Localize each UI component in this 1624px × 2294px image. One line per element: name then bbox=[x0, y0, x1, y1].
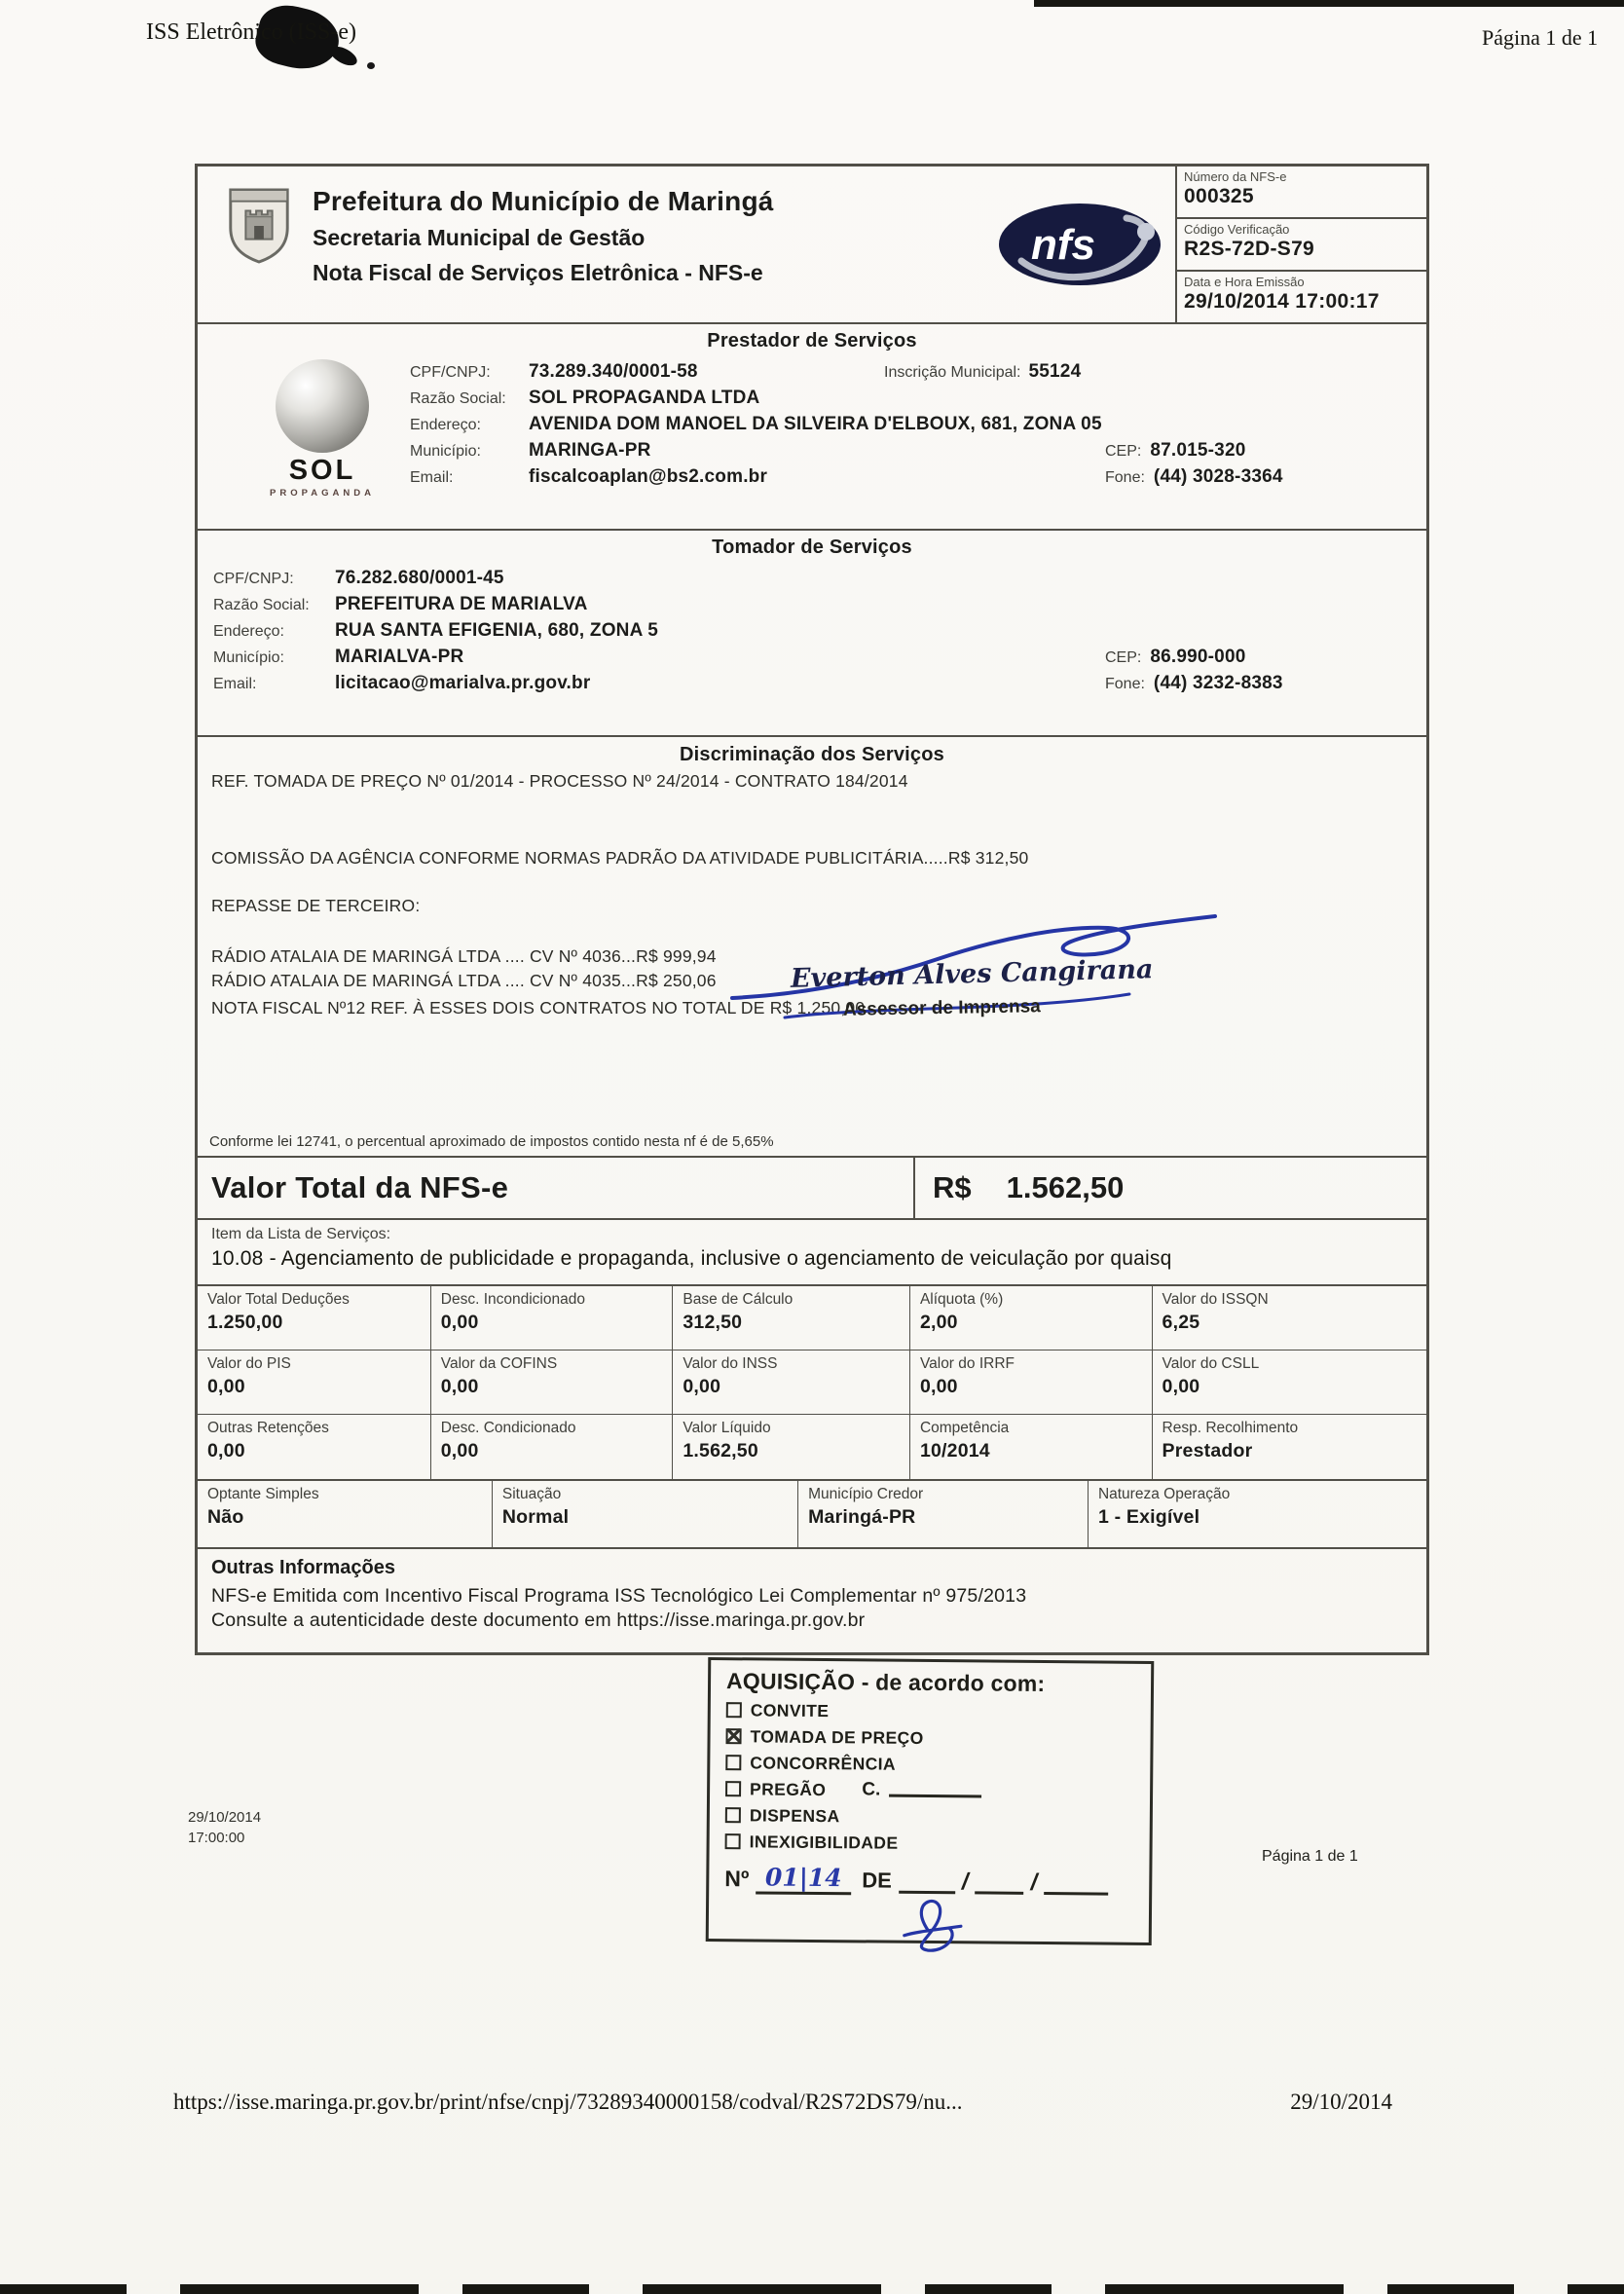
print-footer-page-number: Página 1 de 1 bbox=[1262, 1848, 1358, 1865]
grid-cell-value: Não bbox=[207, 1506, 244, 1528]
grid-cell bbox=[1089, 1481, 1426, 1547]
service-description-line: COMISSÃO DA AGÊNCIA CONFORME NORMAS PADRÃO DA ATIVIDADE PUBLICITÁRIA.....R$ 312,50 bbox=[211, 848, 1029, 868]
sol-sphere-logo-icon bbox=[276, 359, 369, 453]
stamp-option-label: INEXIGIBILIDADE bbox=[749, 1831, 899, 1853]
stamp-option bbox=[725, 1831, 1138, 1856]
service-list-item-section bbox=[198, 1220, 1426, 1286]
stamp-option-label: CONCORRÊNCIA bbox=[750, 1752, 897, 1774]
emission-datetime-label: Data e Hora Emissão bbox=[1184, 275, 1305, 289]
grid-cell-value: 0,00 bbox=[1162, 1376, 1200, 1397]
stamp-option bbox=[725, 1752, 1138, 1777]
grid-cell bbox=[910, 1350, 1153, 1415]
grid-cell bbox=[1153, 1415, 1426, 1479]
grid-cell-label: Município Credor bbox=[808, 1486, 924, 1502]
provider-logo-subtext: PROPAGANDA bbox=[270, 488, 375, 499]
service-description-line: REPASSE DE TERCEIRO: bbox=[211, 896, 421, 915]
stamp-option-label: DISPENSA bbox=[749, 1804, 840, 1826]
emission-datetime-value: 29/10/2014 17:00:17 bbox=[1184, 290, 1380, 313]
grid-cell-value: 0,00 bbox=[440, 1376, 479, 1397]
stamp-option-label: PREGÃO bbox=[750, 1778, 827, 1799]
grid-cell-label: Valor do IRRF bbox=[919, 1355, 1015, 1372]
verification-code-label: Código Verificação bbox=[1184, 222, 1290, 237]
acquisition-stamp bbox=[706, 1657, 1155, 1945]
grid-cell-value: Prestador bbox=[1162, 1440, 1253, 1462]
print-footer-time: 17:00:00 bbox=[188, 1830, 245, 1846]
grid-cell-value: 2,00 bbox=[919, 1312, 958, 1333]
grid-cell-value: 0,00 bbox=[919, 1376, 958, 1397]
stamp-blank-line bbox=[975, 1880, 1023, 1894]
verification-code-value: R2S-72D-S79 bbox=[1184, 238, 1315, 260]
other-info-line: Consulte a autenticidade deste documento em https://isse.maringa.pr.gov.br bbox=[211, 1610, 866, 1631]
stamp-title: AQUISIÇÃO - de acordo com: bbox=[725, 1668, 1046, 1697]
signature-role: Assessor de Imprensa bbox=[842, 996, 1041, 1020]
stamp-option-label: CONVITE bbox=[750, 1699, 830, 1720]
stamp-number-label: Nº bbox=[724, 1866, 750, 1892]
field-label: Município: bbox=[213, 649, 284, 666]
field-label: Município: bbox=[410, 443, 481, 460]
field-pair-right bbox=[1105, 466, 1387, 488]
stamp-de-label: DE bbox=[862, 1868, 892, 1893]
other-info-title: Outras Informações bbox=[211, 1557, 395, 1578]
field-label: Fone: bbox=[1105, 469, 1145, 486]
service-taker-section bbox=[198, 531, 1426, 737]
provider-logo-text: SOL bbox=[288, 455, 356, 486]
field-value: 86.990-000 bbox=[1150, 647, 1246, 667]
provider-fields bbox=[410, 361, 1426, 493]
field-value: PREFEITURA DE MARIALVA bbox=[335, 594, 588, 614]
issuer-name: Prefeitura do Município de Maringá bbox=[313, 186, 774, 216]
ink-blob-artifact-tail bbox=[327, 43, 360, 69]
issuer-block bbox=[198, 166, 984, 322]
field-label: Fone: bbox=[1105, 676, 1145, 692]
service-description-line: NOTA FISCAL Nº12 REF. À ESSES DOIS CONTRATOS NO TOTAL DE R$ 1.250,00 bbox=[211, 998, 866, 1018]
total-currency: R$ bbox=[933, 1170, 972, 1204]
grid-cell-label: Outras Retenções bbox=[207, 1420, 329, 1436]
grid-cell-label: Desc. Condicionado bbox=[440, 1420, 576, 1436]
stamp-option bbox=[725, 1804, 1138, 1830]
field-value: (44) 3232-8383 bbox=[1153, 673, 1283, 693]
grid-cell bbox=[910, 1415, 1153, 1479]
field-value: MARIALVA-PR bbox=[335, 647, 464, 667]
grid-cell bbox=[198, 1286, 431, 1350]
grid-cell bbox=[1153, 1286, 1426, 1350]
field-label: CEP: bbox=[1105, 649, 1142, 666]
grid-cell-label: Competência bbox=[919, 1420, 1010, 1436]
checkbox-icon bbox=[726, 1728, 742, 1744]
signature-name: Everton Alves Cangirana bbox=[790, 954, 1154, 994]
grid-cell-label: Optante Simples bbox=[207, 1486, 319, 1502]
scan-edge-artifact-bottom bbox=[0, 2284, 1624, 2294]
stamp-number-row bbox=[724, 1861, 1137, 1896]
field-row bbox=[410, 361, 1387, 388]
print-footer-url: https://isse.maringa.pr.gov.br/print/nfse/cnpj/73289340000158/codval/R2S72DS79/nu... bbox=[173, 2090, 963, 2114]
checkbox-icon bbox=[725, 1807, 741, 1823]
grid-cell bbox=[798, 1481, 1089, 1547]
grid-cell bbox=[673, 1286, 910, 1350]
grid-cell-value: 10/2014 bbox=[919, 1440, 990, 1462]
grid-cell-label: Natureza Operação bbox=[1097, 1486, 1231, 1502]
grid-cell-value: Normal bbox=[501, 1506, 570, 1528]
provider-section-title: Prestador de Serviços bbox=[707, 330, 917, 352]
field-value: (44) 3028-3364 bbox=[1153, 466, 1283, 487]
print-footer-url-line bbox=[173, 2090, 1392, 2115]
field-row bbox=[213, 673, 1387, 699]
invoice-id-fields bbox=[1175, 166, 1426, 322]
grid-cell bbox=[431, 1350, 674, 1415]
grid-cell-label: Valor da COFINS bbox=[440, 1355, 558, 1372]
field-row bbox=[410, 414, 1387, 440]
grid-cell-label: Valor Líquido bbox=[683, 1420, 771, 1436]
grid-cell-value: 6,25 bbox=[1162, 1312, 1200, 1333]
grid-cell-value: 0,00 bbox=[440, 1312, 479, 1333]
status-values-row bbox=[198, 1481, 1426, 1549]
document-type-title: Nota Fiscal de Serviços Eletrônica - NFS-e bbox=[313, 260, 763, 285]
service-provider-section bbox=[198, 324, 1426, 531]
field-label: Email: bbox=[410, 469, 454, 486]
field-label: CEP: bbox=[1105, 443, 1142, 460]
nfs-e-logo bbox=[984, 166, 1175, 322]
grid-cell bbox=[673, 1415, 910, 1479]
stamp-blank-line bbox=[899, 1880, 955, 1895]
field-value: SOL PROPAGANDA LTDA bbox=[529, 388, 760, 408]
grid-cell-label: Valor Total Deduções bbox=[207, 1291, 350, 1308]
grid-cell-value: 0,00 bbox=[207, 1440, 245, 1462]
print-footer-date: 29/10/2014 bbox=[188, 1809, 262, 1826]
field-label: Razão Social: bbox=[213, 597, 310, 613]
field-label: CPF/CNPJ: bbox=[213, 571, 294, 587]
nfse-number-label: Número da NFS-e bbox=[1184, 169, 1287, 184]
grid-cell bbox=[431, 1286, 674, 1350]
other-info-section bbox=[198, 1549, 1426, 1652]
service-description-line: REF. TOMADA DE PREÇO Nº 01/2014 - PROCESSO Nº 24/2014 - CONTRATO 184/2014 bbox=[211, 771, 908, 791]
field-value: 55124 bbox=[1028, 361, 1082, 382]
taker-fields bbox=[213, 568, 1426, 699]
grid-cell-value: 1.562,50 bbox=[683, 1440, 758, 1462]
service-list-item-text: 10.08 - Agenciamento de publicidade e propaganda, inclusive o agenciamento de veiculação por quaisq bbox=[211, 1247, 1172, 1270]
grid-cell-value: 0,00 bbox=[440, 1440, 479, 1462]
stamp-option bbox=[725, 1725, 1138, 1751]
grid-cell bbox=[198, 1415, 431, 1479]
service-description-section bbox=[198, 737, 1426, 1158]
field-row bbox=[410, 440, 1387, 466]
stamp-option bbox=[725, 1778, 1138, 1803]
field-row bbox=[410, 388, 1387, 414]
issuer-department: Secretaria Municipal de Gestão bbox=[313, 225, 646, 250]
checkbox-icon bbox=[725, 1781, 741, 1796]
print-header-page-number: Página 1 de 1 bbox=[1482, 25, 1599, 50]
grid-cell-label: Valor do ISSQN bbox=[1162, 1291, 1269, 1308]
stamp-blank-line bbox=[1044, 1881, 1108, 1896]
emission-datetime-field bbox=[1177, 270, 1426, 322]
grid-cell-label: Valor do CSLL bbox=[1162, 1355, 1260, 1372]
grid-cell-value: Maringá-PR bbox=[808, 1506, 916, 1528]
grid-cell-label: Alíquota (%) bbox=[919, 1291, 1004, 1308]
handwritten-number: 01|14 bbox=[756, 1863, 851, 1895]
grid-cell bbox=[493, 1481, 798, 1547]
grid-cell-value: 0,00 bbox=[207, 1376, 245, 1397]
grid-cell-label: Valor do PIS bbox=[207, 1355, 291, 1372]
stamp-option bbox=[726, 1699, 1139, 1724]
field-row bbox=[410, 466, 1387, 493]
nfse-number-field bbox=[1177, 166, 1426, 217]
stamp-option-label: TOMADA DE PREÇO bbox=[750, 1725, 924, 1748]
field-row bbox=[213, 594, 1387, 620]
grid-cell bbox=[198, 1350, 431, 1415]
handwritten-initials-squiggle bbox=[877, 1897, 985, 1954]
issuer-text bbox=[313, 182, 774, 314]
checkbox-icon bbox=[725, 1833, 741, 1849]
grid-cell bbox=[1153, 1350, 1426, 1415]
field-value: 87.015-320 bbox=[1150, 440, 1246, 461]
grid-cell-label: Resp. Recolhimento bbox=[1162, 1420, 1299, 1436]
field-label: Razão Social: bbox=[410, 390, 506, 407]
field-label: Inscrição Municipal: bbox=[884, 364, 1021, 381]
total-amount: 1.562,50 bbox=[1006, 1170, 1125, 1204]
scan-edge-artifact-top bbox=[1034, 0, 1624, 7]
field-row bbox=[213, 620, 1387, 647]
grid-cell-label: Desc. Incondicionado bbox=[440, 1291, 585, 1308]
provider-logo bbox=[254, 359, 390, 499]
svg-text:nfs: nfs bbox=[1031, 221, 1095, 269]
stamp-c-label: C. bbox=[862, 1779, 881, 1800]
municipality-crest-icon bbox=[223, 186, 295, 314]
service-description-line: RÁDIO ATALAIA DE MARINGÁ LTDA .... CV Nº 4036...R$ 999,94 bbox=[211, 946, 717, 966]
field-row bbox=[213, 568, 1387, 594]
total-row bbox=[198, 1158, 1426, 1220]
other-info-line: NFS-e Emitida com Incentivo Fiscal Programa ISS Tecnológico Lei Complementar nº 975/2013 bbox=[211, 1585, 1027, 1607]
field-value: MARINGA-PR bbox=[529, 440, 651, 461]
grid-cell-value: 1 - Exigível bbox=[1097, 1506, 1200, 1528]
grid-cell-label: Situação bbox=[501, 1486, 562, 1502]
grid-cell-value: 0,00 bbox=[683, 1376, 721, 1397]
service-description-title: Discriminação dos Serviços bbox=[680, 744, 944, 765]
stamp-slash: / bbox=[961, 1868, 969, 1896]
service-description-line: RÁDIO ATALAIA DE MARINGÁ LTDA .... CV Nº 4035...R$ 250,06 bbox=[211, 971, 717, 990]
stamp-blank-line bbox=[889, 1784, 981, 1798]
verification-code-field bbox=[1177, 217, 1426, 270]
field-pair-right bbox=[1105, 440, 1387, 462]
grid-cell bbox=[673, 1350, 910, 1415]
grid-cell bbox=[431, 1415, 674, 1479]
invoice-header bbox=[198, 166, 1426, 324]
field-value: 76.282.680/0001-45 bbox=[335, 568, 504, 588]
field-label: Endereço: bbox=[410, 417, 481, 433]
ink-dot-artifact bbox=[367, 62, 375, 69]
tax-percentage-note: Conforme lei 12741, o percentual aproximado de impostos contido nesta nf é de 5,65% bbox=[209, 1133, 774, 1150]
field-label: Email: bbox=[213, 676, 257, 692]
checkbox-icon bbox=[726, 1702, 742, 1718]
stamp-slash: / bbox=[1030, 1868, 1038, 1896]
field-value: licitacao@marialva.pr.gov.br bbox=[335, 673, 591, 693]
print-header-title: ISS Eletrônico (ISS-e) bbox=[146, 19, 356, 45]
field-row bbox=[213, 647, 1387, 673]
checkbox-icon bbox=[725, 1755, 741, 1770]
nfse-invoice bbox=[195, 164, 1429, 1655]
grid-cell bbox=[198, 1481, 493, 1547]
field-label: Endereço: bbox=[213, 623, 284, 640]
tax-values-grid bbox=[198, 1286, 1426, 1481]
field-label: CPF/CNPJ: bbox=[410, 364, 491, 381]
grid-cell-value: 1.250,00 bbox=[207, 1312, 283, 1333]
service-list-item-label: Item da Lista de Serviços: bbox=[211, 1226, 391, 1242]
nfse-number-value: 000325 bbox=[1184, 185, 1254, 207]
field-value: 73.289.340/0001-58 bbox=[529, 361, 698, 382]
field-value: AVENIDA DOM MANOEL DA SILVEIRA D'ELBOUX, 681, ZONA 05 bbox=[529, 414, 1102, 434]
field-pair-right bbox=[1105, 673, 1387, 694]
taker-section-title: Tomador de Serviços bbox=[712, 536, 912, 558]
field-value: fiscalcoaplan@bs2.com.br bbox=[529, 466, 768, 487]
print-footer-datetime bbox=[188, 1807, 261, 1848]
field-pair-right bbox=[1105, 647, 1387, 668]
total-label: Valor Total da NFS-e bbox=[211, 1170, 509, 1204]
grid-cell-label: Base de Cálculo bbox=[683, 1291, 794, 1308]
total-value bbox=[913, 1158, 1426, 1218]
print-footer-url-date: 29/10/2014 bbox=[1290, 2090, 1392, 2114]
grid-cell bbox=[910, 1286, 1153, 1350]
grid-cell-value: 312,50 bbox=[683, 1312, 743, 1333]
grid-cell-label: Valor do INSS bbox=[683, 1355, 778, 1372]
field-value: RUA SANTA EFIGENIA, 680, ZONA 5 bbox=[335, 620, 659, 641]
